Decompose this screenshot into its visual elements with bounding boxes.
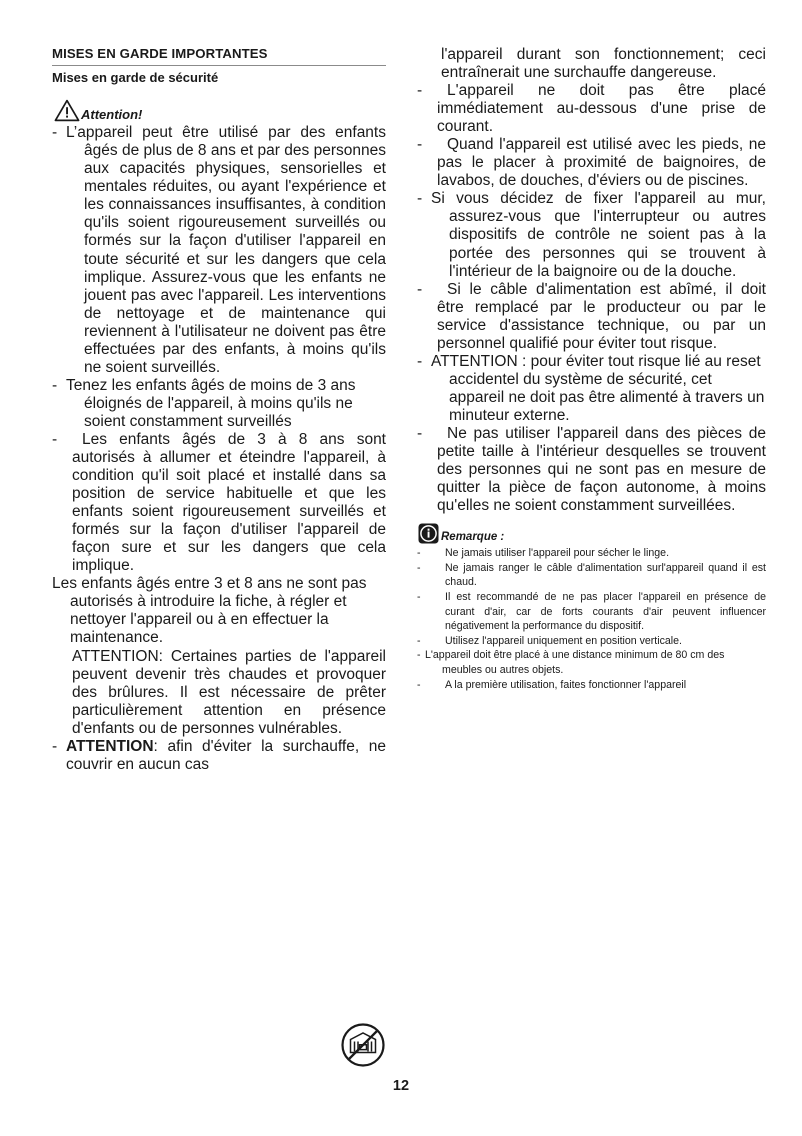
list-item-text: Ne jamais ranger le câble d'alimentation surl'appareil quand il est chaud. xyxy=(445,561,766,589)
left-column xyxy=(0,0,400,774)
attention-rest: : afin d'éviter la surchauffe, ne couvrir en aucun cas xyxy=(66,737,386,773)
info-icon xyxy=(418,523,439,544)
list-marker: - xyxy=(417,424,423,442)
list-item xyxy=(52,377,386,431)
list-item-text: Tenez les enfants âgés de moins de 3 ans éloignés de l'appareil, à moins qu'ils ne soient constamment surveillés xyxy=(66,376,356,430)
list-item-text: L'appareil ne doit pas être placé immédiatement au-dessous d'une prise de courant. xyxy=(437,82,766,136)
attention-strong: ATTENTION xyxy=(66,737,154,755)
list-item-text: L'appareil doit être placé à une distance minimum de 80 cm des meubles ou autres objets. xyxy=(425,649,725,677)
attention-label: Attention! xyxy=(81,107,143,123)
list-marker: - xyxy=(52,124,58,142)
list-item xyxy=(417,353,766,425)
list-item-text: Utilisez l'appareil uniquement en position verticale. xyxy=(445,634,682,647)
list-item xyxy=(52,575,386,647)
list-item xyxy=(417,190,766,280)
attention-heading xyxy=(54,96,386,122)
page-subtitle: Mises en garde de sécurité xyxy=(52,69,219,85)
list-item xyxy=(417,82,766,136)
list-marker: - xyxy=(417,591,421,604)
list-item xyxy=(417,546,766,561)
list-marker: - xyxy=(417,352,423,370)
page-number: 12 xyxy=(392,1078,410,1094)
list-item xyxy=(52,124,386,377)
list-marker: - xyxy=(52,376,58,394)
list-marker: - xyxy=(52,430,58,448)
title-divider xyxy=(52,65,386,66)
continuation-paragraph: l'appareil durant son fonctionnement; ceci entraînerait une surchauffe dangereuse. xyxy=(441,46,766,82)
do-not-cover-symbol xyxy=(340,1022,386,1068)
list-item-text: L’appareil peut être utilisé par des enfants âgés de plus de 8 ans et par des personnes aux capacités physiques, sensorielles et mentales réduites, ou ayant l'expérience et les connaissances insuffisantes, à condition qu'ils soient rigoureusement surveillés ou formés sur la façon d'utiliser l'appareil en toute sécurité et sur les dangers que cela implique. Assurez-vous que les enfants ne jouent pas avec l'appareil. Les interventions de nettoyage et de maintenance qui reviennent à l'utilisateur ne doivent pas être effectuées par des enfants, à moins qu'ils ne soient surveillés. xyxy=(66,124,386,376)
list-item xyxy=(417,425,766,515)
list-item-text: ATTENTION: Certaines parties de l'appareil peuvent devenir très chaudes et provoquer des brûlures. Il est nécessaire de prêter particulièrement attention en présence d'enfants ou de personnes vulnérables. xyxy=(72,647,386,737)
list-marker: - xyxy=(52,737,58,755)
list-marker: - xyxy=(417,561,421,574)
list-item xyxy=(417,590,766,634)
page-title: MISES EN GARDE IMPORTANTES xyxy=(52,46,268,61)
list-item-text: Il est recommandé de ne pas placer l'appareil en présence de curant d'air, car de forts courants d'air peuvent influencer négativement la performance du dispositif. xyxy=(445,591,766,633)
list-item xyxy=(52,738,386,774)
left-warning-list xyxy=(52,124,386,774)
list-marker: - xyxy=(417,649,421,662)
list-item xyxy=(417,136,766,190)
list-item-text: Si le câble d'alimentation est abîmé, il doit être remplacé par le producteur ou par le service d'assistance technique, ou par un personnel qualifié pour éviter tout risque. xyxy=(437,280,766,352)
do-not-cover-icon xyxy=(340,1022,386,1068)
list-marker: - xyxy=(417,82,423,100)
list-marker: - xyxy=(417,280,423,298)
right-column xyxy=(400,0,802,692)
list-marker: - xyxy=(417,547,421,560)
list-item xyxy=(417,634,766,649)
list-item-text: Les enfants âgés entre 3 et 8 ans ne sont pas autorisés à introduire la fiche, à régler et nettoyer l'appareil ou à en effectuer la maintenance. xyxy=(52,575,367,647)
list-marker: - xyxy=(417,634,421,647)
list-item-text: Les enfants âgés de 3 à 8 ans sont autorisés à allumer et éteindre l'appareil, à condition qu'il soit placé et installé dans sa position de service habituelle et que les enfants soient rigoureusement surveillés et formés sur la façon d'utiliser l'appareil de façon sure et sur les dangers que cela implique. xyxy=(72,430,386,575)
list-item-text: Ne jamais utiliser l'appareil pour sécher le linge. xyxy=(445,547,670,560)
list-item-text: Ne pas utiliser l'appareil dans des pièces de petite taille à l'intérieur desquelles se trouvent des personnes qui ne sont pas en mesure de quitter la pièce de façon autonome, à moins qu'elles ne soient constamment surveillées. xyxy=(437,424,766,515)
list-item xyxy=(417,281,766,353)
list-marker: - xyxy=(417,678,421,691)
remarque-heading xyxy=(418,521,766,544)
list-item-text: Si vous décidez de fixer l'appareil au mur, assurez-vous que l'interrupteur ou autres dispositifs de contrôle ne soient pas à la portée des personnes qui se trouvent à l'intérieur de la baignoire ou de la douche. xyxy=(431,190,766,280)
list-marker: - xyxy=(417,190,423,208)
list-item xyxy=(417,678,766,693)
list-item xyxy=(417,648,766,677)
list-item-text: ATTENTION : pour éviter tout risque lié au reset accidentel du système de sécurité, cet appareil ne doit pas être alimenté à travers un minuteur externe. xyxy=(431,352,765,424)
list-item-text xyxy=(66,738,386,774)
list-item xyxy=(52,648,386,738)
list-item-text: Quand l'appareil est utilisé avec les pieds, ne pas le placer à proximité de baignoires, de lavabos, de douches, d'éviers ou de piscines. xyxy=(437,136,766,190)
list-marker: - xyxy=(417,136,423,154)
right-warning-list xyxy=(417,82,766,515)
list-item-text: A la première utilisation, faites fonctionner l'appareil xyxy=(445,678,687,691)
warning-triangle-icon xyxy=(54,99,80,122)
list-item xyxy=(417,561,766,590)
remarque-label: Remarque : xyxy=(441,530,505,543)
remarque-list xyxy=(417,546,766,692)
list-item xyxy=(52,431,386,575)
